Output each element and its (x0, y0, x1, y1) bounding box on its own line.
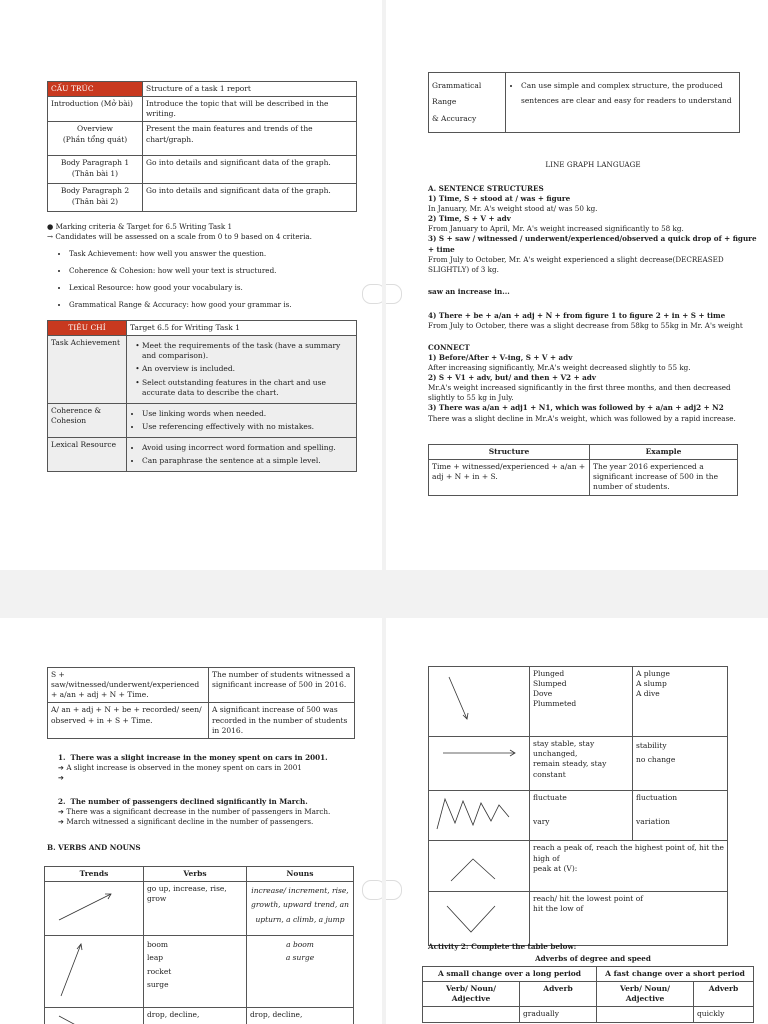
example: From January to April, Mr. A's weight increased significantly to 58 kg. (428, 224, 684, 234)
example-line: ➔ March witnessed a significant decline in the number of passengers. (58, 817, 314, 827)
example-line: ➔ A slight increase is observed in the money spent on cars in 2001 (58, 763, 302, 773)
table-cell: fluctuation variation (633, 791, 728, 841)
table-cell: drop, decline, (144, 1008, 247, 1024)
table-cell: Overview (Phần tổng quát) (48, 122, 143, 156)
section-heading: A. SENTENCE STRUCTURES (428, 184, 544, 194)
table-cell: drop, decline, (247, 1008, 354, 1024)
structure: 2) S + V1 + adv, but/ and then + V2 + adv (428, 373, 596, 383)
example: After increasing significantly, Mr.A's weight decreased slightly to 55 kg. (428, 363, 691, 373)
marking-sub: → Candidates will be assessed on a scale from 0 to 9 based on 4 criteria. (47, 232, 312, 242)
list-item: • Avoid using incorrect word formation and spelling. (142, 443, 353, 453)
list-item: • Lexical Resource: how good your vocabulary is. (69, 283, 367, 293)
table-cell: Target 6.5 for Writing Task 1 (127, 321, 357, 336)
table-cell (127, 336, 357, 404)
table-cell: Coherence & Cohesion (48, 403, 127, 437)
example-heading: 2. The number of passengers declined significantly in March. (58, 797, 308, 807)
table-cell: Present the main features and trends of the chart/graph. (143, 122, 357, 156)
table-cell (423, 1007, 520, 1023)
table-cell: Lexical Resource (48, 438, 127, 472)
table-cell: Body Paragraph 1 (Thân bài 1) (48, 156, 143, 184)
page-2 (386, 0, 768, 570)
table-cell: go up, increase, rise, grow (144, 882, 247, 936)
table-cell: Plunged Slumped Dove Plummeted (530, 667, 633, 737)
table-cell: TIÊU CHÍ (48, 321, 127, 336)
page-scroll-handle[interactable] (386, 880, 402, 900)
table-cell: stay stable, stay unchanged, remain steady, stay constant (530, 737, 633, 791)
table-cell: CẤU TRÚC (48, 82, 143, 97)
verbs-nouns-table (44, 866, 354, 1024)
table-header: Adverb (520, 982, 597, 1007)
table-cell: Structure of a task 1 report (143, 82, 357, 97)
list-item: • Grammatical Range & Accuracy: how good your grammar is. (69, 300, 367, 310)
example-line: ➔ (58, 773, 65, 783)
table-cell (127, 403, 357, 437)
example-line: ➔ There was a significant decrease in the number of passengers in March. (58, 807, 331, 817)
list-item: • Can paraphrase the sentence at a simple level. (142, 456, 353, 466)
trend-vocab-table (428, 666, 728, 946)
trend-down-cell (45, 1008, 144, 1024)
trend-fluctuate-cell (429, 791, 530, 841)
structure: 3) S + saw / witnessed / underwent/experienced/observed a quick drop of + figure + time (428, 234, 757, 254)
structure: 1) Time, S + stood at / was + figure (428, 194, 571, 204)
list-item: • Task Achievement: how well you answer the question. (69, 249, 367, 259)
example: From July to October, there was a slight decrease from 58kg to 55kg in Mr. A's weight (428, 320, 743, 330)
paraphrase-table (47, 667, 355, 739)
table-cell: reach a peak of, reach the highest point of, hit the high of peak at (V): (530, 841, 728, 891)
section-heading: CONNECT (428, 343, 470, 353)
table-header: A fast change over a short period (597, 967, 754, 982)
trend-sharp-up-cell (45, 936, 144, 1008)
table-cell: Grammatical Range & Accuracy (429, 73, 506, 133)
table-header: Verb/ Noun/ Adjective (423, 982, 520, 1007)
report-structure-table (47, 81, 357, 212)
table-header: Verbs (144, 867, 247, 882)
structure: saw an increase in... (428, 286, 510, 296)
page-scroll-handle[interactable] (362, 284, 382, 304)
peak-line-icon (429, 841, 529, 887)
table-cell (127, 438, 357, 472)
table-cell: fluctuate vary (530, 791, 633, 841)
trough-line-icon (429, 892, 529, 942)
example-heading: 1. There was a slight increase in the money spent on cars in 2001. (58, 753, 328, 762)
list-item: • An overview is included. (142, 364, 353, 374)
upward-line-icon (45, 882, 137, 932)
table-cell (506, 73, 740, 133)
list-item: • Select outstanding features in the chart and use accurate data to describe the chart. (142, 378, 353, 398)
table-header: Verb/ Noun/ Adjective (597, 982, 694, 1007)
table-header: Structure (429, 445, 590, 460)
page-3 (0, 618, 382, 1024)
table-cell: Body Paragraph 2 (Thân bài 2) (48, 184, 143, 212)
table-cell: stability no change (633, 737, 728, 791)
table-cell: The number of students witnessed a significant increase of 500 in 2016. (209, 668, 355, 703)
section-heading: B. VERBS AND NOUNS (47, 843, 141, 852)
trend-stable-cell (429, 737, 530, 791)
table-cell: increase/ increment, rise, growth, upward trend, an upturn, a climb, a jump (247, 882, 354, 936)
structure: 1) Before/After + V-ing, S + V + adv (428, 353, 573, 363)
structure-example-table (428, 444, 738, 496)
trend-trough-cell (429, 891, 530, 945)
example: In January, Mr. A's weight stood at/ was 50 kg. (428, 204, 598, 214)
example: From July to October, Mr. A's weight experienced a slight decrease(DECREASED SLIGHTLY) of 3 kg. (428, 254, 724, 274)
table-cell: Time + witnessed/experienced + a/an + adj + N + in + S. (429, 460, 590, 496)
table-cell: Task Achievement (48, 336, 127, 404)
table-cell: S + saw/witnessed/underwent/experienced + a/an + adj + N + Time. (48, 668, 209, 703)
trend-peak-cell (429, 841, 530, 891)
table-header: Nouns (247, 867, 354, 882)
table-cell: Go into details and significant data of the graph. (143, 184, 357, 212)
page-4 (386, 618, 768, 1024)
structure: 2) Time, S + V + adv (428, 214, 511, 224)
zigzag-line-icon (429, 791, 529, 837)
plunge-line-icon (429, 667, 529, 733)
target-table (47, 320, 357, 472)
table-cell: a boom a surge (247, 936, 354, 1008)
line-graph-language (428, 160, 758, 424)
table-cell: quickly (694, 1007, 754, 1023)
table-cell: reach/ hit the lowest point of hit the low of (530, 891, 728, 945)
table-header: Example (590, 445, 738, 460)
page-scroll-handle[interactable] (362, 880, 382, 900)
table-cell: Introduce the topic that will be described in the writing. (143, 97, 357, 122)
trend-plunge-cell (429, 667, 530, 737)
structure: 3) There was a/an + adj1 + N1, which was followed by + a/an + adj2 + N2 (428, 403, 724, 413)
activity-heading: Activity 2: Complete the table below: (428, 942, 577, 951)
table-cell: boom leap rocket surge (144, 936, 247, 1008)
example: There was a slight decline in Mr.A's weight, which was followed by a rapid increase. (428, 413, 736, 423)
table-header: A small change over a long period (423, 967, 597, 982)
criteria-list (47, 249, 367, 310)
table-cell: A significant increase of 500 was recorded in the number of students in 2016. (209, 703, 355, 738)
table-cell: Go into details and significant data of the graph. (143, 156, 357, 184)
trend-up-cell (45, 882, 144, 936)
examples (58, 753, 358, 827)
adverbs-title: Adverbs of degree and speed (535, 954, 651, 963)
structure: 4) There + be + a/an + adj + N + from figure 1 to figure 2 + in + S + time (428, 310, 726, 320)
example: Mr.A's weight increased significantly in the first three months, and then decreased slightly to 55 kg in July. (428, 383, 731, 403)
grammar-criteria-table (428, 72, 740, 133)
section-title: LINE GRAPH LANGUAGE (545, 160, 641, 169)
sharp-rise-icon (45, 936, 137, 1004)
downward-line-icon (45, 1008, 137, 1024)
marking-criteria (47, 222, 367, 317)
table-header: Adverb (694, 982, 754, 1007)
page-scroll-handle[interactable] (386, 284, 402, 304)
table-cell: Introduction (Mở bài) (48, 97, 143, 122)
flat-line-icon (429, 737, 529, 787)
marking-title: ● Marking criteria & Target for 6.5 Writing Task 1 (47, 222, 233, 231)
list-item: • Use referencing effectively with no mistakes. (142, 422, 353, 432)
table-header: Trends (45, 867, 144, 882)
table-cell (597, 1007, 694, 1023)
table-cell: A/ an + adj + N + be + recorded/ seen/ observed + in + S + Time. (48, 703, 209, 738)
adverbs-table (422, 966, 754, 1023)
table-cell: The year 2016 experienced a significant increase of 500 in the number of students. (590, 460, 738, 496)
list-item: • Use linking words when needed. (142, 409, 353, 419)
page-1 (0, 0, 382, 570)
table-cell: A plunge A slump A dive (633, 667, 728, 737)
table-cell: gradually (520, 1007, 597, 1023)
list-item: • Meet the requirements of the task (have a summary and comparison). (142, 341, 353, 361)
list-item: • Can use simple and complex structure, the produced sentences are clear and easy for readers to understand (521, 78, 736, 108)
list-item: • Coherence & Cohesion: how well your text is structured. (69, 266, 367, 276)
